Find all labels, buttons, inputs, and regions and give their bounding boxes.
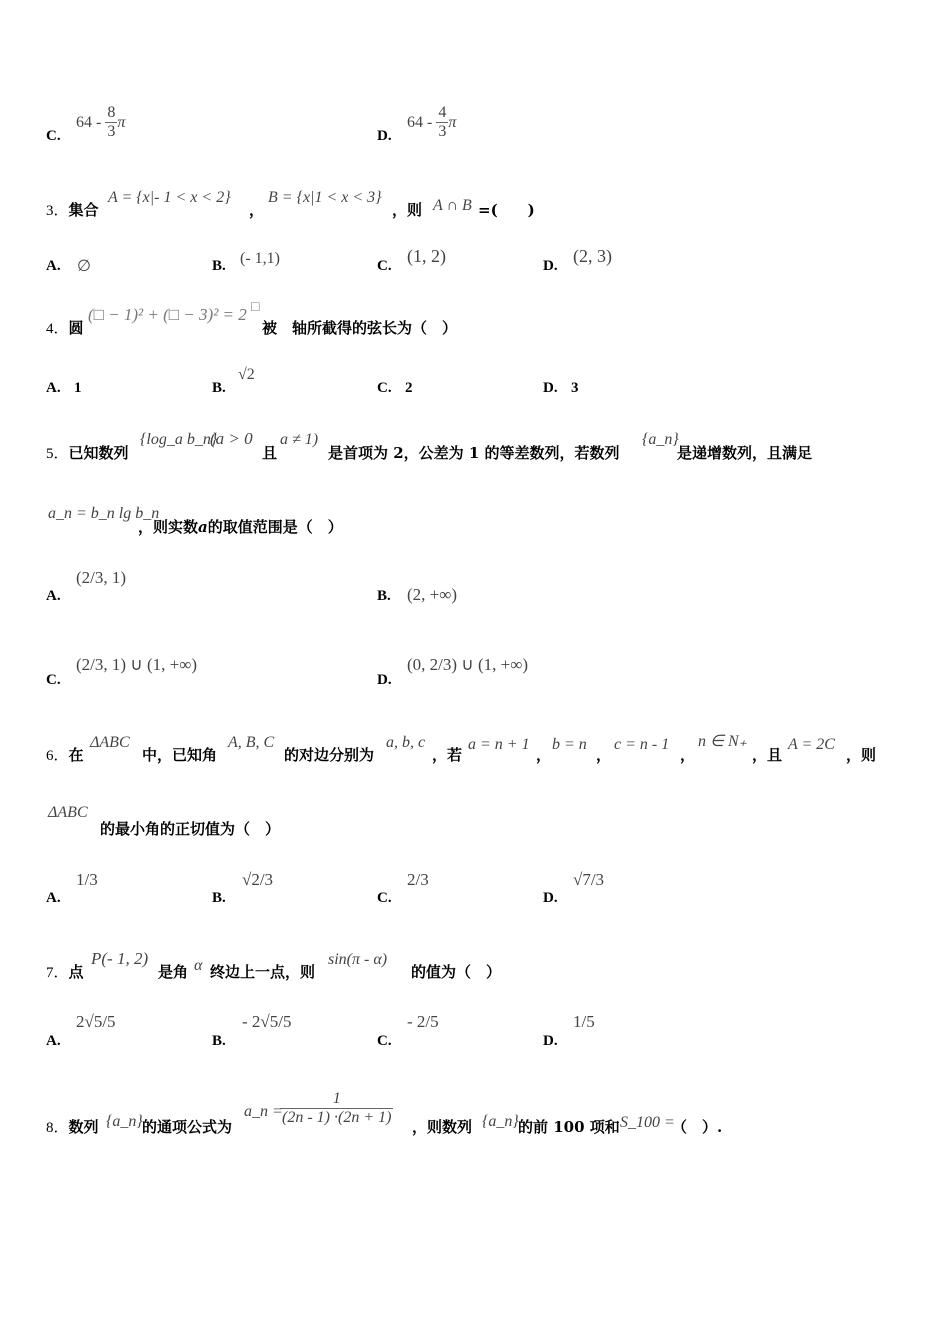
question-text: 的最小角的正切值为（ ）: [100, 820, 281, 838]
question-text: 中，已知角: [142, 746, 218, 764]
math-expression: c = n - 1: [614, 736, 670, 753]
question-text: ，则实数: [138, 518, 199, 536]
question-5: [46, 442, 129, 463]
math-image: (□ − 1)² + (□ − 3)² = 2: [88, 305, 247, 324]
option-value: 1/3: [76, 870, 98, 889]
option-value: [407, 104, 456, 141]
option-value: 2√5/5: [76, 1012, 116, 1031]
option-label: D.: [543, 1033, 558, 1049]
math-expression: (a > 0: [210, 429, 253, 448]
option-value: 1/5: [573, 1012, 595, 1031]
question-text: 是角: [158, 963, 189, 981]
option-value: ∅: [77, 258, 91, 275]
math-expression: ΔABC: [48, 804, 88, 821]
question-text: （ ）.: [672, 1118, 723, 1136]
question-text: ，若: [432, 746, 463, 764]
math-expression: a_n =: [244, 1103, 283, 1120]
option-label: D.: [377, 672, 392, 688]
numerator: 4: [438, 104, 447, 121]
option-label: A.: [46, 258, 61, 274]
option-value: √2/3: [242, 870, 274, 889]
question-text: 的对边分别为: [284, 746, 375, 764]
question-text: ，则: [846, 746, 877, 764]
option-label: D.: [543, 258, 558, 274]
option-value: - 2√5/5: [242, 1012, 292, 1031]
question-text: 是递增数列，且满足: [677, 444, 813, 462]
option-label: B.: [212, 258, 226, 274]
option-value: 2/3: [407, 870, 429, 889]
option-value: (2, +∞): [407, 585, 458, 604]
option-value: (0, 2/3) ∪ (1, +∞): [407, 655, 529, 674]
question-text: 终边上一点，则: [210, 963, 316, 981]
option-value: √2: [238, 366, 255, 383]
question-text: 数列: [68, 1118, 99, 1136]
option-label: A.: [46, 588, 61, 604]
option-label: B.: [212, 380, 226, 396]
math-expression: a ≠ 1): [280, 431, 319, 448]
math-expression: a, b, c: [386, 734, 426, 751]
option-value: (- 1,1): [240, 250, 280, 267]
fraction: [436, 104, 448, 141]
math-text: 64 -: [76, 113, 102, 131]
question-3: [46, 199, 99, 220]
math-expression: A = 2C: [788, 736, 835, 753]
option-label: C.: [46, 128, 61, 144]
question-6: [46, 744, 84, 765]
question-text: [138, 516, 343, 537]
option-value: 2: [405, 380, 413, 396]
question-number: 4．: [46, 321, 69, 337]
math-expression: ΔABC: [90, 734, 130, 751]
option-label: C.: [377, 1033, 392, 1049]
math-symbol: π: [448, 113, 457, 131]
denominator: 3: [107, 123, 116, 140]
option-label: C.: [377, 380, 392, 396]
question-number: 7．: [46, 965, 69, 981]
question-text: 是首项为 2，公差为 1 的等差数列，若数列: [328, 444, 620, 462]
math-expression: A = {x|- 1 < x < 2}: [108, 189, 231, 206]
numerator: 1: [332, 1090, 341, 1107]
exam-page: C. 64 - $\frac{8}{3}$ π D. 64 - $\frac{4}{3}$ π 3．集合 A = {x|- 1 < x < 2} ， B = {x|1 < x < 3} ，则 A ∩ B =( ) A. ∅ B. (- 1,1) C. (1, 2) D. (2, 3) 4．圆 (□ − 1)² + (□ − 3)² = 2 □ 被 轴所截得的弦长为（ ） A. 1 B. √2 C. 2 D. 3 5．已知数列 {log_a b_n} (a > 0 且 a ≠ 1) 是首项为 2，公差为 1 的等差数列，若数列 {a_n} 是递增数列，且满足 a_n = b_n lg b_n ，则实数a的取值范围是（ ） A. (2/3, 1) B. (2, +∞) C. (2/3, 1) ∪ (1, +∞) D. (0, 2/3) ∪ (1, +∞) 6．在 ΔABC 中，已知角 A, B, C 的对边分别为 a, b, c ，若 a = n + 1 ， b = n ， c = n - 1 ， n ∈ N₊ ，且 A = 2C ，则 ΔABC 的最小角的正切值为（ ） A. 1/3 B. √2/3 C. 2/3 D. √7/3 7．点 P(- 1, 2) 是角 α 终边上一点，则 sin(π - α) 的值为（ ） A. 2√5/5 B. - 2√5/5 C. - 2/5 D. 1/5 8．数列 {a_n} 的通项公式为 a_n = $\frac{1}{(2n - 1) \cdot(2n + 1)}$ ，则数列 {a_n} 的前 100 项和 S_100 = （ ）.: [46, 104, 877, 1136]
math-symbol: π: [117, 113, 126, 131]
option-value: - 2/5: [407, 1012, 439, 1031]
option-label: D.: [543, 380, 558, 396]
option-label: D.: [377, 128, 392, 144]
option-label: A.: [46, 1033, 61, 1049]
math-expression: S_100 =: [620, 1114, 675, 1131]
question-number: 5．: [46, 446, 69, 462]
question-7: [46, 961, 84, 982]
denominator: 3: [438, 123, 447, 140]
option-value: 3: [571, 380, 579, 396]
numerator: 8: [107, 104, 116, 121]
option-label: D.: [543, 890, 558, 906]
option-label: B.: [377, 588, 391, 604]
question-text: 已知数列: [68, 444, 129, 462]
math-expression: n ∈ N₊: [698, 733, 748, 750]
question-text: 轴所截得的弦长为（ ）: [292, 319, 458, 337]
question-text: 在: [68, 746, 84, 764]
option-label: A.: [46, 380, 61, 396]
question-text: 的取值范围是（ ）: [207, 518, 343, 536]
math-expression: P(- 1, 2): [91, 949, 149, 968]
option-label: C.: [377, 258, 392, 274]
question-text: ，: [249, 201, 265, 219]
question-text: 且: [262, 444, 278, 462]
math-expression: b = n: [552, 736, 587, 753]
question-8: [46, 1116, 99, 1137]
question-text: 的值为（ ）: [411, 963, 502, 981]
question-number: 6．: [46, 748, 69, 764]
math-variable: a: [198, 518, 208, 536]
option-value: (2/3, 1): [76, 568, 127, 587]
question-text: 的前 100 项和: [518, 1118, 620, 1136]
math-expression: a_n = b_n lg b_n: [48, 505, 160, 522]
question-text: 的通项公式为: [142, 1118, 233, 1136]
question-text: ，则数列: [412, 1118, 473, 1136]
question-text: 被: [262, 319, 278, 337]
math-image: □: [251, 300, 260, 315]
fraction: [105, 104, 117, 141]
option-value: 1: [74, 380, 82, 396]
math-expression: {log_a b_n}: [140, 431, 218, 448]
question-text: =( ): [478, 201, 535, 219]
question-number: 3．: [46, 203, 69, 219]
question-number: 8．: [46, 1120, 69, 1136]
math-expression: {a_n}: [106, 1113, 143, 1130]
option-value: (1, 2): [407, 246, 446, 266]
option-label: A.: [46, 890, 61, 906]
question-4: [46, 317, 84, 338]
option-label: C.: [46, 672, 61, 688]
math-text: 64 -: [407, 113, 433, 131]
math-expression: {a_n}: [642, 431, 679, 448]
math-expression: {a_n}: [482, 1113, 519, 1130]
question-text: 点: [68, 963, 84, 981]
option-value: [76, 104, 125, 141]
math-expression: α: [194, 957, 203, 974]
option-label: B.: [212, 890, 226, 906]
question-text: ，且: [752, 746, 783, 764]
fraction: [280, 1090, 393, 1127]
option-value: (2, 3): [573, 246, 612, 266]
math-expression: A ∩ B: [433, 197, 472, 214]
question-text: 圆: [68, 319, 84, 337]
option-value: √7/3: [573, 870, 605, 889]
math-expression: a = n + 1: [468, 736, 530, 753]
option-label: C.: [377, 890, 392, 906]
math-expression: B = {x|1 < x < 3}: [268, 189, 382, 206]
denominator: (2n - 1) ·(2n + 1): [282, 1109, 392, 1126]
math-expression: A, B, C: [228, 734, 275, 751]
question-text: 集合: [68, 201, 99, 219]
question-text: ，则: [392, 201, 423, 219]
option-label: B.: [212, 1033, 226, 1049]
math-expression: sin(π - α): [328, 951, 388, 968]
option-value: (2/3, 1) ∪ (1, +∞): [76, 655, 198, 674]
